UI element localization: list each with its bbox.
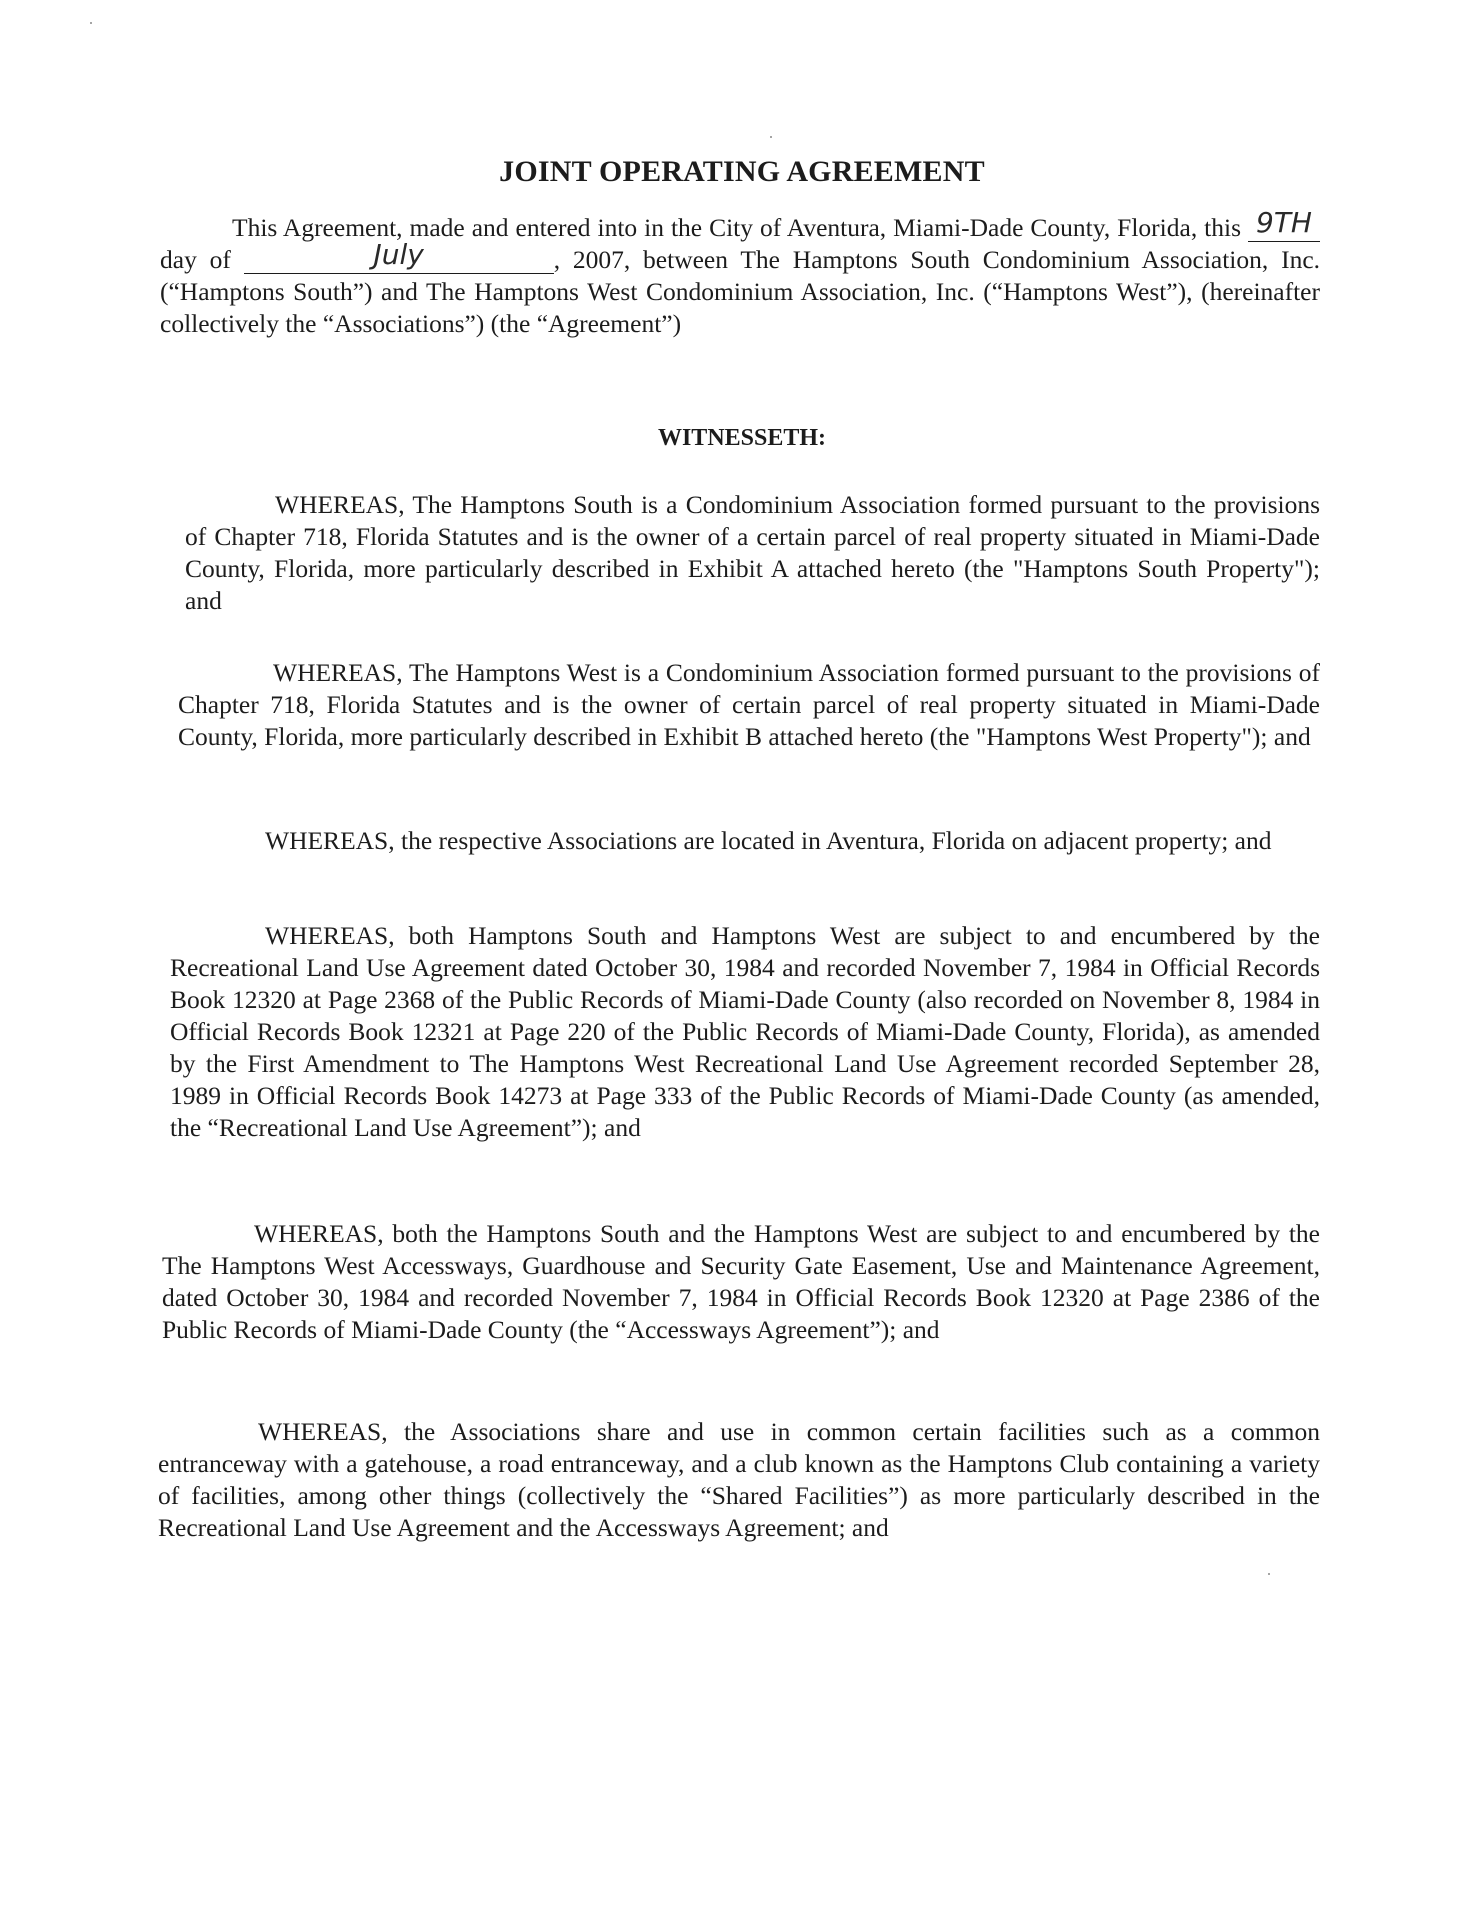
month-blank [244,238,554,274]
document-title: JOINT OPERATING AGREEMENT [499,155,985,188]
recital-paragraph [175,825,1320,857]
day-blank [1248,206,1320,242]
witnesseth-heading: WITNESSETH: [657,425,827,451]
scan-speck [1268,1573,1270,1575]
scan-speck [90,22,92,24]
recital-paragraph [158,1416,1320,1544]
intro-text-end: , 2007, between The Hamptons South Condominium Association, Inc. (“Hamptons South”) and The Hamptons West Condominium Association, Inc. (“Hamptons West”), (hereinafter collectively the “Associations”) (the “Agreement”) [160,245,1321,338]
intro-day-of: day of [160,245,231,274]
recital-paragraph [185,489,1320,617]
intro-paragraph [160,206,1321,340]
recital-paragraph [170,920,1320,1144]
recital-text: WHEREAS, The Hamptons West is a Condominium Association formed pursuant to the provisions of Chapter 718, Florida Statutes and is the owner of certain parcel of real property situated in Miami-Dade County, Florida, more particularly described in Exhibit B attached hereto (the "Hamptons West Property"); and [178,658,1320,751]
handwritten-day: 9TH [1256,206,1312,239]
recital-text: WHEREAS, the respective Associations are located in Aventura, Florida on adjacent property; and [265,826,1272,855]
recital-text: WHEREAS, the Associations share and use in common certain facilities such as a common entranceway with a gatehouse, a road entranceway, and a club known as the Hamptons Club containing a variety of facilities, among other things (collectively the “Shared Facilities”) as more particularly described in the Recreational Land Use Agreement and the Accessways Agreement; and [158,1417,1320,1542]
recital-paragraph [178,657,1320,753]
recital-paragraph [162,1218,1320,1346]
handwritten-month: July [373,238,424,271]
recital-text: WHEREAS, both the Hamptons South and the Hamptons West are subject to and encumbered by the The Hamptons West Accessways, Guardhouse and Security Gate Easement, Use and Maintenance Agreement, dated October 30, 1984 and recorded November 7, 1984 in Official Records Book 12320 at Page 2386 of the Public Records of Miami-Dade County (the “Accessways Agreement”); and [162,1219,1320,1344]
recital-text: WHEREAS, both Hamptons South and Hamptons West are subject to and encumbered by the Recreational Land Use Agreement dated October 30, 1984 and recorded November 7, 1984 in Official Records Book 12320 at Page 2368 of the Public Records of Miami-Dade County (also recorded on November 8, 1984 in Official Records Book 12321 at Page 220 of the Public Records of Miami-Dade County, Florida), as amended by the First Amendment to The Hamptons West Recreational Land Use Agreement recorded September 28, 1989 in Official Records Book 14273 at Page 333 of the Public Records of Miami-Dade County (as amended, the “Recreational Land Use Agreement”); and [170,921,1320,1142]
recital-text: WHEREAS, The Hamptons South is a Condominium Association formed pursuant to the provisions of Chapter 718, Florida Statutes and is the owner of a certain parcel of real property situated in Miami-Dade County, Florida, more particularly described in Exhibit A attached hereto (the "Hamptons South Property"); and [185,490,1320,615]
scan-speck [770,136,772,138]
intro-text-start: This Agreement, made and entered into in the City of Aventura, Miami-Dade County, Florida, this [232,213,1242,242]
